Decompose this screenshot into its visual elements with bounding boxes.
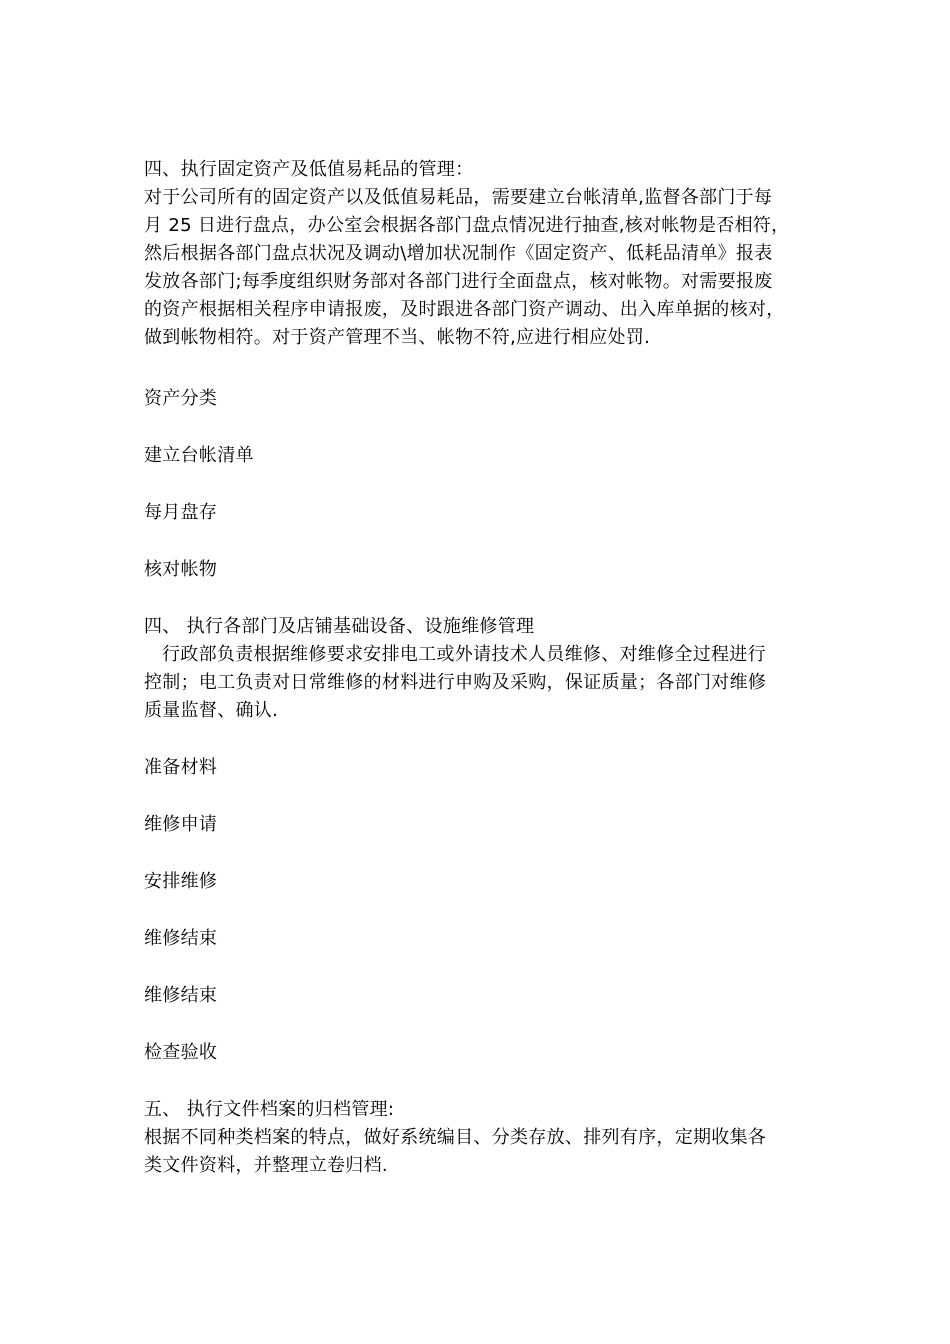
- flow-step: 维修结束: [144, 985, 218, 1006]
- paragraph-line: 做到帐物相符。对于资产管理不当、帐物不符,应进行相应处罚.: [144, 327, 651, 348]
- flow-step: 资产分类: [144, 388, 218, 409]
- paragraph-line: 质量监督、确认.: [144, 700, 279, 721]
- flow-step: 安排维修: [144, 871, 218, 892]
- flow-step: 准备材料: [144, 757, 218, 778]
- document-content: [144, 156, 824, 1180]
- paragraph-line: 然后根据各部门盘点状况及调动\增加状况制作《固定资产、低耗品清单》报表: [144, 243, 773, 264]
- flow-step: 维修结束: [144, 928, 218, 949]
- paragraph-line: 的资产根据相关程序申请报废，及时跟进各部门资产调动、出入库单据的核对，: [144, 299, 785, 320]
- paragraph-line: 类文件资料，并整理立卷归档.: [144, 1155, 388, 1176]
- section-heading-maintenance: 四、 执行各部门及店铺基础设备、设施维修管理: [144, 616, 535, 637]
- flow-step: 建立台帐清单: [144, 445, 254, 466]
- flow-step: 核对帐物: [144, 559, 218, 580]
- paragraph-line: 月 25 日进行盘点，办公室会根据各部门盘点情况进行抽查,核对帐物是否相符，: [144, 215, 790, 236]
- paragraph-fixed-assets: [144, 184, 824, 352]
- section-heading-fixed-assets: 四、执行固定资产及低值易耗品的管理：: [144, 159, 474, 180]
- paragraph-line: 对于公司所有的固定资产以及低值易耗品，需要建立台帐清单,监督各部门于每: [144, 187, 773, 208]
- paragraph-maintenance: [144, 641, 824, 725]
- flow-step: 每月盘存: [144, 502, 218, 523]
- flow-step: 维修申请: [144, 814, 218, 835]
- paragraph-line: 行政部负责根据维修要求安排电工或外请技术人员维修、对维修全过程进行: [162, 644, 766, 665]
- section-heading-archives: 五、 执行文件档案的归档管理:: [144, 1099, 395, 1120]
- flow-step: 检查验收: [144, 1042, 218, 1063]
- paragraph-line: 控制；电工负责对日常维修的材料进行申购及采购，保证质量；各部门对维修: [144, 672, 767, 693]
- paragraph-archives: [144, 1124, 824, 1180]
- paragraph-line: 发放各部门;每季度组织财务部对各部门进行全面盘点，核对帐物。对需要报废: [144, 271, 773, 292]
- paragraph-line: 根据不同种类档案的特点，做好系统编目、分类存放、排列有序，定期收集各: [144, 1127, 767, 1148]
